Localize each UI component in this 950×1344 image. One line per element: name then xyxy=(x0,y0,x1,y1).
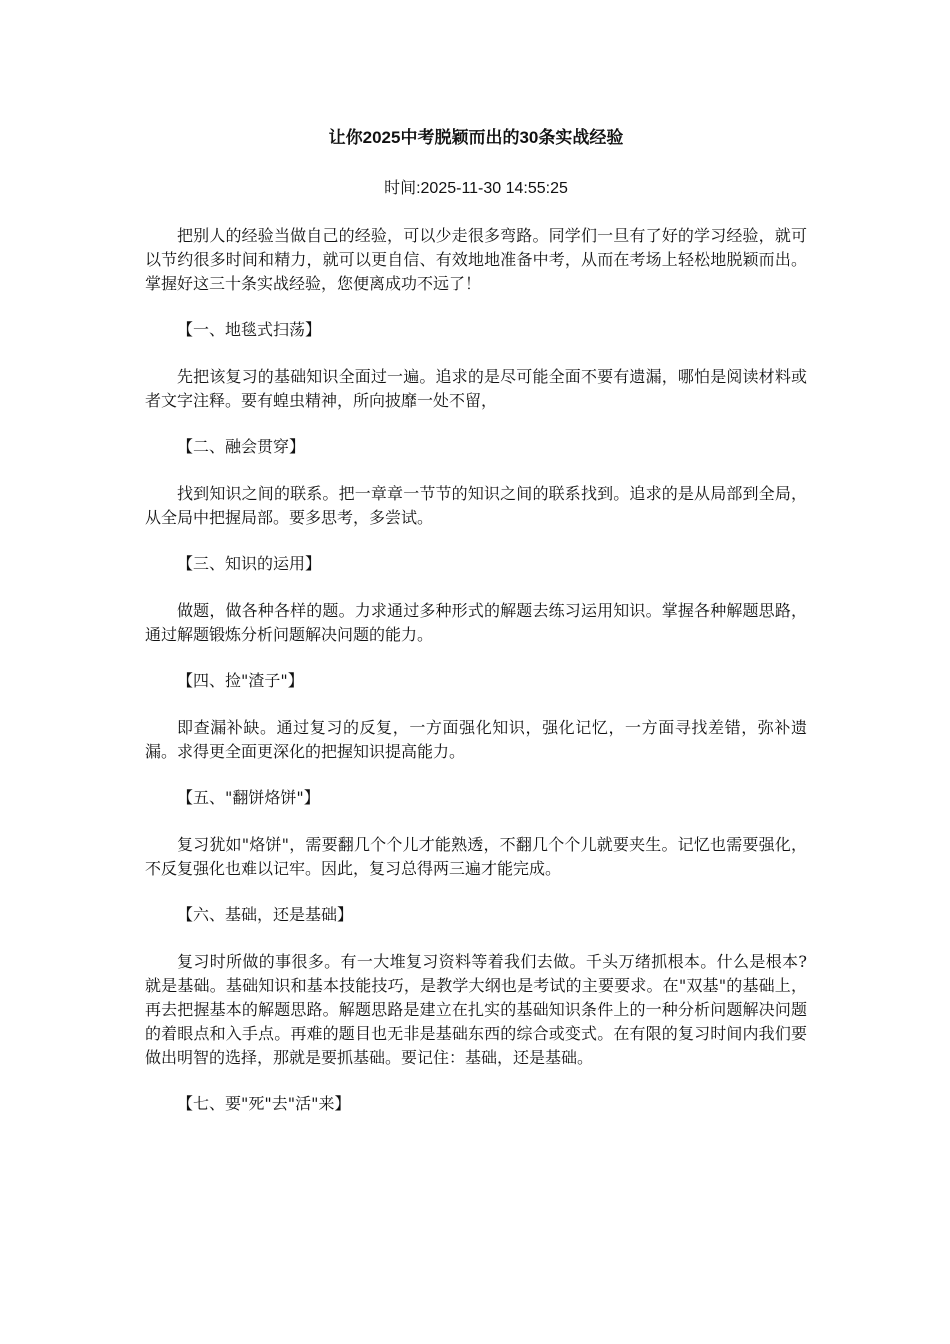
section-heading-5: 【五、"翻饼烙饼"】 xyxy=(177,788,320,807)
section-body-5: 复习犹如"烙饼"，需要翻几个个儿才能熟透，不翻几个个儿就要夹生。记忆也需要强化，不反复强化也难以记牢。因此，复习总得两三遍才能完成。 xyxy=(145,835,807,878)
section-body-4: 即查漏补缺。通过复习的反复，一方面强化知识，强化记忆，一方面寻找差错，弥补遗漏。求得更全面更深化的把握知识提高能力。 xyxy=(145,718,807,761)
intro-paragraph: 把别人的经验当做自己的经验，可以少走很多弯路。同学们一旦有了好的学习经验，就可以节约很多时间和精力，就可以更自信、有效地地准备中考，从而在考场上轻松地脱颖而出。掌握好这三十条实战经验，您便离成功不远了！ xyxy=(145,226,807,293)
section-body-3: 做题，做各种各样的题。力求通过多种形式的解题去练习运用知识。掌握各种解题思路，通过解题锻炼分析问题解决问题的能力。 xyxy=(145,601,807,644)
section-heading-3: 【三、知识的运用】 xyxy=(177,554,322,573)
section-body-6: 复习时所做的事很多。有一大堆复习资料等着我们去做。千头万绪抓根本。什么是根本?就是基础。基础知识和基本技能技巧，是教学大纲也是考试的主要要求。在"双基"的基础上，再去把握基本的解题思路。解题思路是建立在扎实的基础知识条件上的一种分析问题解决问题的着眼点和入手点。再难的题目也无非是基础东西的综合或变式。在有限的复习时间内我们要做出明智的选择，那就是要抓基础。要记住：基础，还是基础。 xyxy=(145,952,807,1067)
section-heading-6: 【六、基础，还是基础】 xyxy=(177,905,354,924)
document-title: 让你2025中考脱颖而出的30条实战经验 xyxy=(328,128,624,147)
section-heading-4: 【四、捡"渣子"】 xyxy=(177,671,304,690)
publish-time: 时间:2025-11-30 14:55:25 xyxy=(384,180,568,197)
section-heading-1: 【一、地毯式扫荡】 xyxy=(177,320,322,339)
section-heading-7: 【七、要"死"去"活"来】 xyxy=(177,1094,351,1113)
section-body-2: 找到知识之间的联系。把一章章一节节的知识之间的联系找到。追求的是从局部到全局，从全局中把握局部。要多思考，多尝试。 xyxy=(145,484,807,527)
section-heading-2: 【二、融会贯穿】 xyxy=(177,437,306,456)
section-body-1: 先把该复习的基础知识全面过一遍。追求的是尽可能全面不要有遗漏，哪怕是阅读材料或者文字注释。要有蝗虫精神，所向披靡一处不留， xyxy=(145,367,807,410)
document-page xyxy=(145,120,807,1116)
